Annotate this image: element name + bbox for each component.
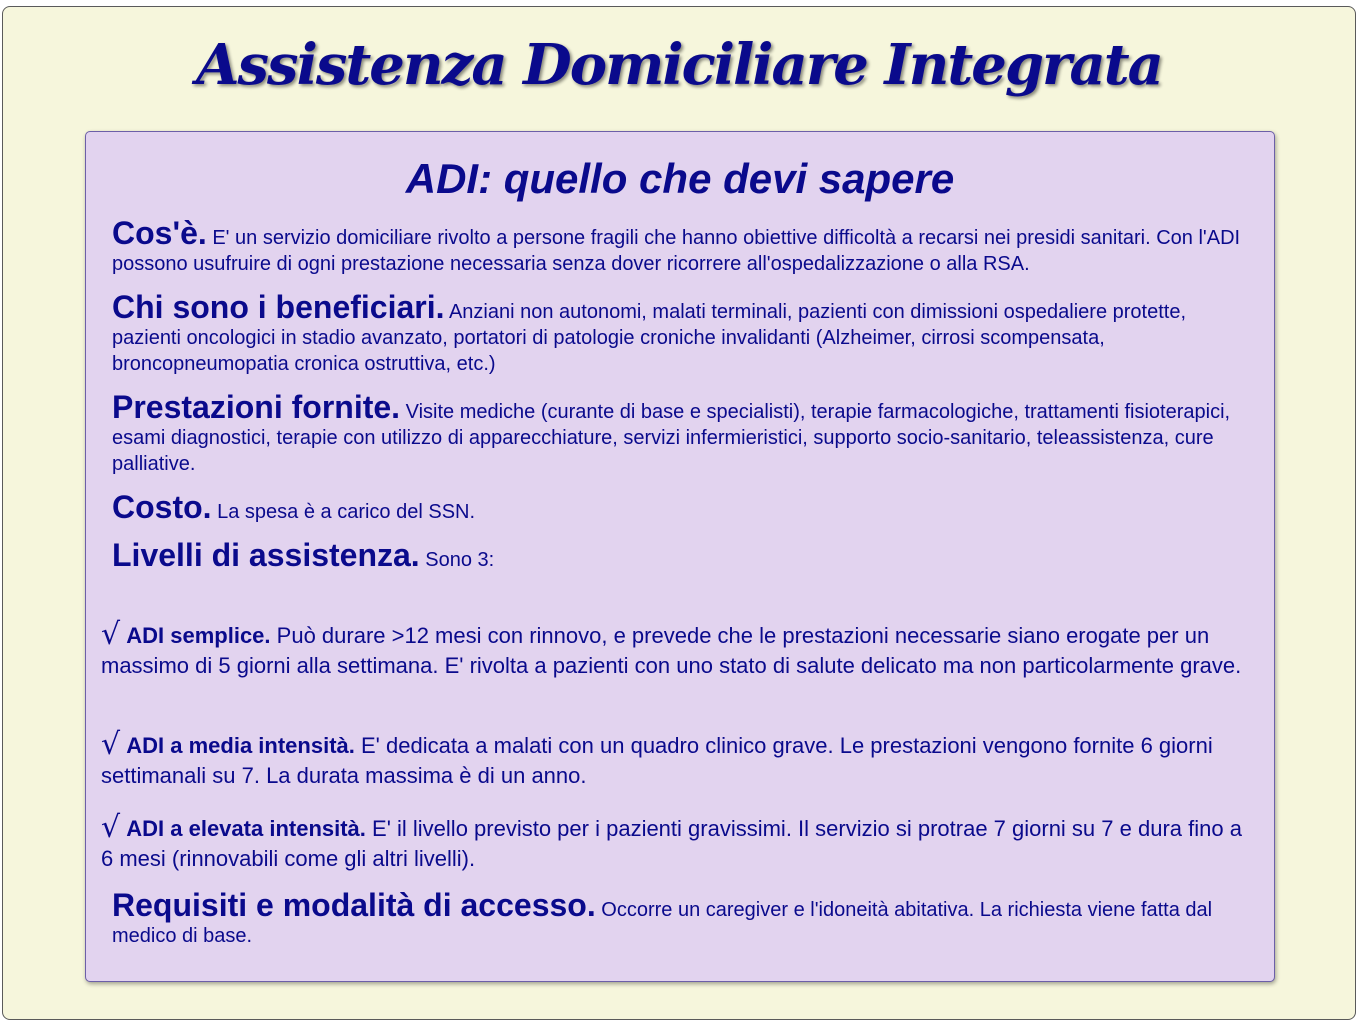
section-heading: Costo. — [112, 489, 212, 525]
section-costo — [112, 489, 1252, 525]
level-name: ADI a media intensità. — [126, 733, 355, 758]
section-cose — [112, 215, 1252, 277]
section-heading: Requisiti e modalità di accesso. — [112, 887, 596, 923]
section-text: Anziani non autonomi, malati terminali, pazienti con dimissioni ospedaliere protette, pazienti oncologici in stadio avanzato, portatori di patologie croniche invalidanti (Alzheimer, cirrosi scompensata, broncopneumopatia cronica ostruttiva, etc.) — [112, 301, 1187, 375]
section-text: Visite mediche (curante di base e specialisti), terapie farmacologiche, trattamenti fisioterapici, esami diagnostici, terapie con utilizzo di apparecchiature, servizi infermieristici, supporto socio-sanitario, teleassistenza, cure palliative. — [112, 401, 1231, 475]
level-name: ADI a elevata intensità. — [126, 816, 366, 841]
section-heading: Chi sono i beneficiari. — [112, 289, 445, 325]
section-text: E' un servizio domiciliare rivolto a persone fragili che hanno obiettive difficoltà a recarsi nei presidi sanitari. Con l'ADI possono usufruire di ogni prestazione necessaria senza dover ricorrere all'ospedalizzazione o alla RSA. — [112, 227, 1241, 275]
check-icon: √ — [101, 727, 121, 762]
section-beneficiari — [112, 289, 1252, 377]
info-card — [85, 131, 1275, 982]
level-item-semplice — [101, 617, 1251, 681]
section-heading: Cos'è. — [112, 215, 207, 251]
section-requisiti — [112, 887, 1252, 949]
section-heading: Prestazioni fornite. — [112, 389, 401, 425]
level-item-elevata — [101, 810, 1251, 874]
page-title: Assistenza Domiciliare Integrata — [196, 32, 1162, 98]
page-frame — [2, 6, 1356, 1020]
check-icon: √ — [101, 810, 121, 845]
level-item-media — [101, 727, 1251, 791]
section-prestazioni — [112, 389, 1252, 477]
section-text: La spesa è a carico del SSN. — [217, 501, 476, 523]
level-name: ADI semplice. — [126, 623, 271, 648]
section-livelli — [112, 537, 1252, 573]
card-title: ADI: quello che devi sapere — [405, 155, 955, 202]
level-text: E' dedicata a malati con un quadro clinico grave. Le prestazioni vengono fornite 6 giorni settimanali su 7. La durata massima è di un anno. — [101, 733, 1213, 788]
section-text: Occorre un caregiver e l'idoneità abitativa. La richiesta viene fatta dal medico di base. — [112, 899, 1213, 947]
level-text: Può durare >12 mesi con rinnovo, e prevede che le prestazioni necessarie siano erogate per un massimo di 5 giorni alla settimana. E' rivolta a pazienti con uno stato di salute delicato ma non particolarmente grave. — [101, 623, 1242, 678]
section-text: Sono 3: — [425, 549, 495, 571]
check-icon: √ — [101, 617, 121, 652]
level-text: E' il livello previsto per i pazienti gravissimi. Il servizio si protrae 7 giorni su 7 e dura fino a 6 mesi (rinnovabili come gli altri livelli). — [101, 816, 1242, 871]
section-heading: Livelli di assistenza. — [112, 537, 420, 573]
